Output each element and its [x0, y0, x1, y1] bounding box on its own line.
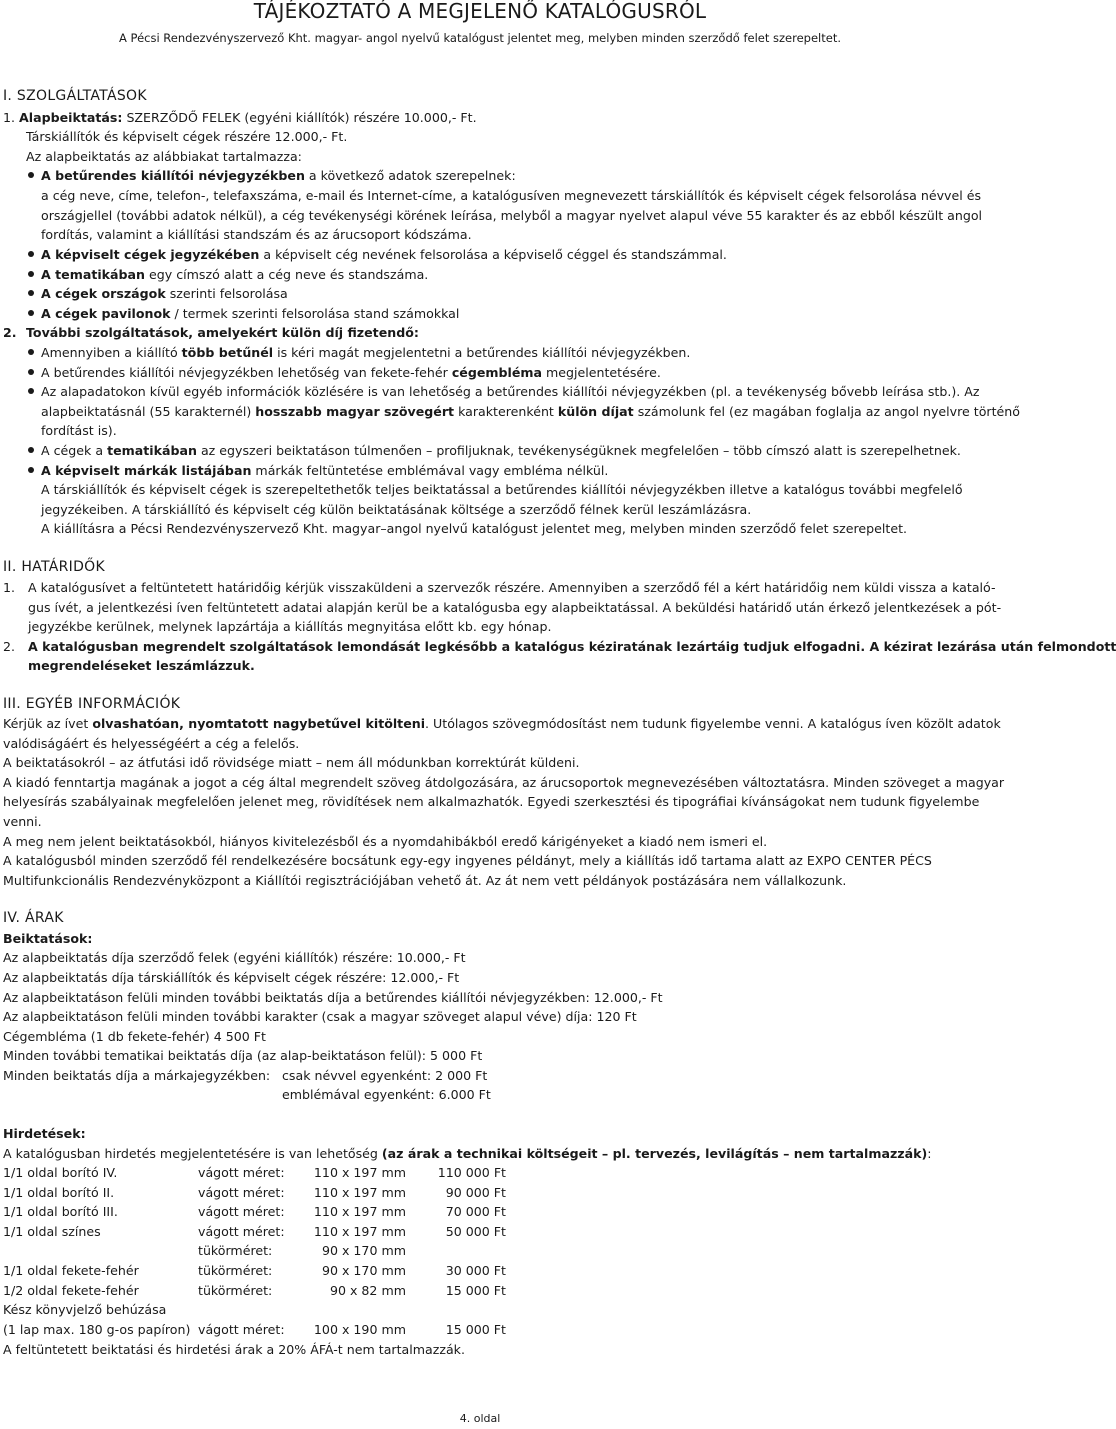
ad-name-cell: 1/1 oldal borító IV.: [3, 1165, 118, 1180]
list-item: A cégek pavilonok / termek szerinti felsorolása stand számokkal: [41, 306, 460, 321]
bullet-icon: [28, 447, 34, 453]
ad-name-cell: 1/1 oldal borító III.: [3, 1204, 118, 1220]
ad-size-cell: 110 x 197 mm: [313, 1165, 406, 1180]
paragraph-line: A kiadó fenntartja magának a jogot a cég által megrendelt szöveg átdolgozására, az árucsoportok megnevezésében változtatásra. Minden szöveget a magyar: [3, 775, 1005, 790]
page-subtitle: A Pécsi Rendezvényszervező Kht. magyar- angol nyelvű katalógust jelentet meg, melyben minden szerződő felet szerepeltet.: [119, 31, 841, 45]
bullet-icon: [28, 310, 34, 316]
ad-name-cell: (1 lap max. 180 g-os papíron): [3, 1321, 191, 1337]
ad-size-cell: 90 x 170 mm: [321, 1243, 406, 1259]
paragraph-line: A katalógusból minden szerződő fél rendelkezésére bocsátunk egy-egy ingyenes példányt, mely a kiállítás idő tartama alatt az EXPO CENTER PÉCS: [3, 853, 932, 868]
coexhibitor-line: Társkiállítók és képviselt cégek részére 12.000,- Ft.: [26, 129, 348, 144]
paragraph-line: valódiságáért és helyességéért a cég a felelős.: [3, 736, 300, 751]
ad-size-cell: 110 x 197 mm: [313, 1223, 406, 1239]
ad-type-cell: tükörméret:: [198, 1243, 273, 1259]
list-item: A cégek a tematikában az egyszeri beiktatáson túlmenően – profiljuknak, tevékenységüknek megfelelően – több címszó alatt is szerepelhetnek.: [41, 443, 961, 458]
ad-name-cell: 1/1 oldal borító II.: [3, 1184, 115, 1200]
ad-price-cell: 90 000 Ft: [445, 1184, 506, 1200]
bullet-icon: [28, 369, 34, 375]
ad-price-cell: 15 000 Ft: [445, 1321, 506, 1337]
ad-name-cell: 1/1 oldal fekete-fehér: [3, 1263, 139, 1278]
ad-price-cell: 50 000 Ft: [445, 1223, 506, 1239]
numbered-label: 2.: [3, 639, 16, 654]
bullet-icon: [28, 172, 34, 178]
ad-name-cell: 1/1 oldal színes: [3, 1223, 101, 1239]
ad-type-cell: vágott méret:: [198, 1223, 285, 1239]
ad-size-cell: 100 x 190 mm: [313, 1321, 406, 1337]
price-line: emblémával egyenként: 6.000 Ft: [282, 1087, 491, 1102]
extra-services-title: További szolgáltatások, amelyekért külön díj fizetendő:: [26, 325, 419, 340]
basic-listing-line: 1. Alapbeiktatás: SZERZŐDŐ FELEK (egyéni kiállítók) részére 10.000,- Ft.: [3, 110, 477, 125]
vat-note: A feltüntetett beiktatási és hirdetési árak a 20% ÁFÁ-t nem tartalmazzák.: [3, 1342, 465, 1357]
page-title: TÁJÉKOZTATÓ A MEGJELENŐ KATALÓGUSRÓL: [253, 0, 707, 23]
ad-price-cell: 70 000 Ft: [445, 1204, 506, 1220]
numbered-label: 2.: [3, 325, 17, 340]
subheading-listings: Beiktatások:: [3, 931, 93, 946]
paragraph-line: A katalógusban megrendelt szolgáltatások lemondását legkésőbb a katalógus kéziratának lezártáig tudjuk elfogadni. A kézirat lezárása után felmondott: [28, 639, 1116, 654]
paragraph-line: venni.: [3, 814, 42, 829]
ad-name-cell: Kész könyvjelző behúzása: [3, 1302, 167, 1318]
ad-size-cell: 90 x 170 mm: [321, 1263, 406, 1278]
ad-size-cell: 110 x 197 mm: [313, 1204, 406, 1220]
price-line: Minden további tematikai beiktatás díja (az alap-beiktatáson felül): 5 000 Ft: [3, 1048, 483, 1063]
paragraph-line: alapbeiktatásnál (55 karakternél) hosszabb magyar szövegért karakterenként külön díjat számolunk fel (ez magában foglalja az angol nyelvre történő: [41, 404, 1020, 419]
section-title-services: I. SZOLGÁLTATÁSOK: [3, 88, 147, 104]
list-item: A betűrendes kiállítói névjegyzékben lehetőség van fekete-fehér cégembléma megjelentetésére.: [41, 365, 661, 380]
list-item: Az alapadatokon kívül egyéb információk közlésére is van lehetőség a betűrendes kiállítói névjegyzékben (pl. a tevékenység bővebb leírása stb.). Az: [41, 384, 980, 399]
paragraph-line: a cég neve, címe, telefon-, telefaxszáma, e-mail és Internet-címe, a katalógusíven megnevezett társkiállítók és képviselt cégek felsorolása névvel és: [41, 188, 982, 203]
price-line: Az alapbeiktatáson felüli minden további beiktatás díja a betűrendes kiállítói névjegyzékben: 12.000,- Ft: [3, 990, 663, 1005]
price-line: Minden beiktatás díja a márkajegyzékben:: [3, 1068, 271, 1083]
section-title-other-info: III. EGYÉB INFORMÁCIÓK: [3, 696, 181, 712]
ad-type-cell: vágott méret:: [198, 1165, 285, 1180]
page-number: 4. oldal: [459, 1412, 501, 1425]
price-line: Az alapbeiktatás díja társkiállítók és képviselt cégek részére: 12.000,- Ft: [3, 970, 460, 985]
price-line: Az alapbeiktatás díja szerződő felek (egyéni kiállítók) részére: 10.000,- Ft: [3, 950, 466, 965]
ad-price-cell: 30 000 Ft: [445, 1263, 506, 1278]
list-item: A betűrendes kiállítói névjegyzékben a következő adatok szerepelnek:: [41, 168, 516, 183]
paragraph-line: Kérjük az ívet olvashatóan, nyomtatott nagybetűvel kitölteni. Utólagos szövegmódosítást nem tudunk figyelembe venni. A katalógus íven közölt adatok: [3, 716, 1001, 731]
ad-size-cell: 110 x 197 mm: [313, 1184, 406, 1200]
bullet-icon: [28, 388, 34, 394]
paragraph-line: fordítás, valamint a kiállítási standszám és az árucsoport kódszáma.: [41, 227, 472, 242]
bullet-icon: [28, 467, 34, 473]
paragraph-line: helyesírás szabályainak megfelelően jelenet meg, rövidítések nem alkalmazhatók. Egyedi szerkesztési és tipográfiai kívánságokat nem tudunk figyelembe: [3, 794, 980, 809]
paragraph-line: A társkiállítók és képviselt cégek is szerepeltethetők teljes beiktatással a betűrendes kiállítói névjegyzékben illetve a katalógus további megfelelő: [41, 482, 963, 497]
ad-type-cell: tükörméret:: [198, 1282, 273, 1298]
bullet-icon: [28, 349, 34, 355]
section-title-deadlines: II. HATÁRIDŐK: [3, 559, 105, 575]
bullet-icon: [28, 271, 34, 277]
numbered-label: 1.: [3, 580, 16, 595]
paragraph-line: jegyzékeiben. A társkiállító és képviselt cég külön beiktatásának költsége a szerződő félnek kerül leszámlázásra.: [41, 502, 752, 517]
paragraph-line: A meg nem jelent beiktatásokból, hiányos kivitelezésből és a nyomdahibákból eredő kárigényeket a kiadó nem ismeri el.: [3, 834, 768, 849]
paragraph-line: A beiktatásokról – az átfutási idő rövidsége miatt – nem áll módunkban korrektúrát küldeni.: [3, 755, 580, 770]
ad-name-cell: 1/2 oldal fekete-fehér: [3, 1282, 139, 1298]
paragraph-line: gus ívét, a jelentkezési íven feltüntetett adatai alapján kerül be a katalógusba egy alapbeiktatással. A beküldési határidő után érkező jelentkezések a pót-: [28, 600, 1002, 615]
list-item: A cégek országok szerinti felsorolása: [41, 286, 288, 301]
subheading-ads: Hirdetések:: [3, 1126, 86, 1141]
price-line: Cégembléma (1 db fekete-fehér) 4 500 Ft: [3, 1029, 266, 1044]
paragraph-line: Multifunkcionális Rendezvényközpont a Kiállítói regisztrációjában vehető át. Az át nem vett példányok postázására nem vállalkozunk.: [3, 873, 847, 888]
paragraph-line: fordítást is).: [41, 423, 117, 438]
ads-intro: A katalógusban hirdetés megjelentetésére is van lehetőség (az árak a technikai költségeit – pl. tervezés, levilágítás – nem tartalmazzák):: [3, 1146, 932, 1161]
ad-type-cell: tükörméret:: [198, 1263, 273, 1278]
paragraph-line: A katalógusívet a feltüntetett határidőig kérjük visszaküldeni a szervezők részére. Amennyiben a szerződő fél a kért határidőig nem küldi vissza a kataló-: [28, 580, 996, 595]
ad-type-cell: vágott méret:: [198, 1204, 285, 1220]
paragraph-line: jegyzékbe kerülnek, melynek lapzártája a kiállítás megnyitása előtt kb. egy hónap.: [28, 619, 552, 634]
ad-price-cell: 110 000 Ft: [437, 1165, 506, 1180]
contents-intro: Az alapbeiktatás az alábbiakat tartalmazza:: [26, 149, 302, 164]
paragraph-line: A kiállításra a Pécsi Rendezvényszervező Kht. magyar–angol nyelvű katalógust jelentet meg, melyben minden szerződő felet szerepeltet.: [41, 521, 908, 536]
price-line: csak névvel egyenként: 2 000 Ft: [282, 1068, 488, 1083]
list-item: A tematikában egy címszó alatt a cég neve és standszáma.: [41, 267, 429, 282]
section-title-prices: IV. ÁRAK: [3, 910, 64, 926]
paragraph-line: országjellel (további adatok nélkül), a cég tevékenységi körének leírása, melyből a magyar nyelvet alapul véve 55 karakter és az ebből készült angol: [41, 208, 983, 223]
list-item: A képviselt cégek jegyzékében a képviselt cég nevének felsorolása a képviselő céggel és standszámmal.: [41, 247, 727, 262]
ad-type-cell: vágott méret:: [198, 1321, 285, 1337]
list-item: Amennyiben a kiállító több betűnél is kéri magát megjelentetni a betűrendes kiállítói névjegyzékben.: [41, 345, 691, 360]
bullet-icon: [28, 290, 34, 296]
ad-price-cell: 15 000 Ft: [445, 1282, 506, 1298]
bullet-icon: [28, 251, 34, 257]
ad-size-cell: 90 x 82 mm: [329, 1282, 406, 1298]
list-item: A képviselt márkák listájában márkák feltüntetése emblémával vagy embléma nélkül.: [41, 463, 609, 478]
ad-type-cell: vágott méret:: [198, 1184, 285, 1200]
paragraph-line: megrendeléseket leszámlázzuk.: [28, 658, 255, 673]
price-line: Az alapbeiktatáson felüli minden további karakter (csak a magyar szöveget alapul véve) díja: 120 Ft: [3, 1009, 637, 1024]
